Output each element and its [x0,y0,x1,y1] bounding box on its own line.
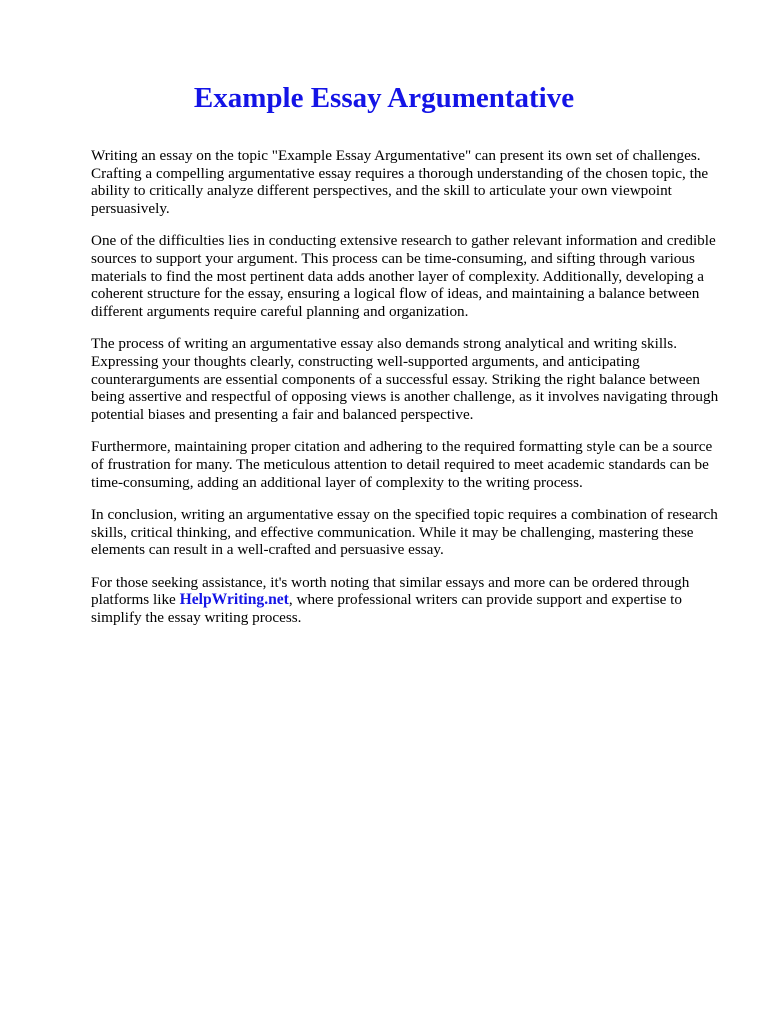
assistance-text-before: For those seeking assistance, it's worth noting that similar essays and more can be ordered through platforms like [91,573,690,609]
paragraph-citation: Furthermore, maintaining proper citation and adhering to the required formatting style can be a source of frustration for many. The meticulous attention to detail required to meet academic standards can be time-consuming, adding an additional layer of complexity to the writing process. [91,438,713,491]
assistance-text-after: , where professional writers can provide support and expertise to simplify the essay writing process. [91,591,682,627]
paragraph-skills: The process of writing an argumentative essay also demands strong analytical and writing skills. Expressing your thoughts clearly, constructing well-supported arguments, and anticipating counterarguments are essential components of a successful essay. Striking the right balance between being assertive and respectful of opposing views is another challenge, as it involves navigating through potential biases and presenting a fair and balanced perspective. [91,335,719,423]
paragraph-research: One of the difficulties lies in conducting extensive research to gather relevant information and credible sources to support your argument. This process can be time-consuming, and sifting through various materials to find the most pertinent data adds another layer of complexity. Additionally, developing a coherent structure for the essay, ensuring a logical flow of ideas, and maintaining a balance between different arguments require careful planning and organization. [91,232,716,320]
paragraph-intro: Writing an essay on the topic "Example Essay Argumentative" can present its own set of challenges. Crafting a compelling argumentative essay requires a thorough understanding of the chosen topic, the ability to critically analyze different perspectives, and the skill to articulate your own viewpoint persuasively. [91,147,709,217]
page-title: Example Essay Argumentative [193,82,575,114]
paragraph-conclusion: In conclusion, writing an argumentative essay on the specified topic requires a combination of research skills, critical thinking, and effective communication. While it may be challenging, mastering these elements can result in a well-crafted and persuasive essay. [91,506,718,559]
paragraph-assistance [91,574,726,627]
helpwriting-link[interactable]: HelpWriting.net [179,591,289,609]
